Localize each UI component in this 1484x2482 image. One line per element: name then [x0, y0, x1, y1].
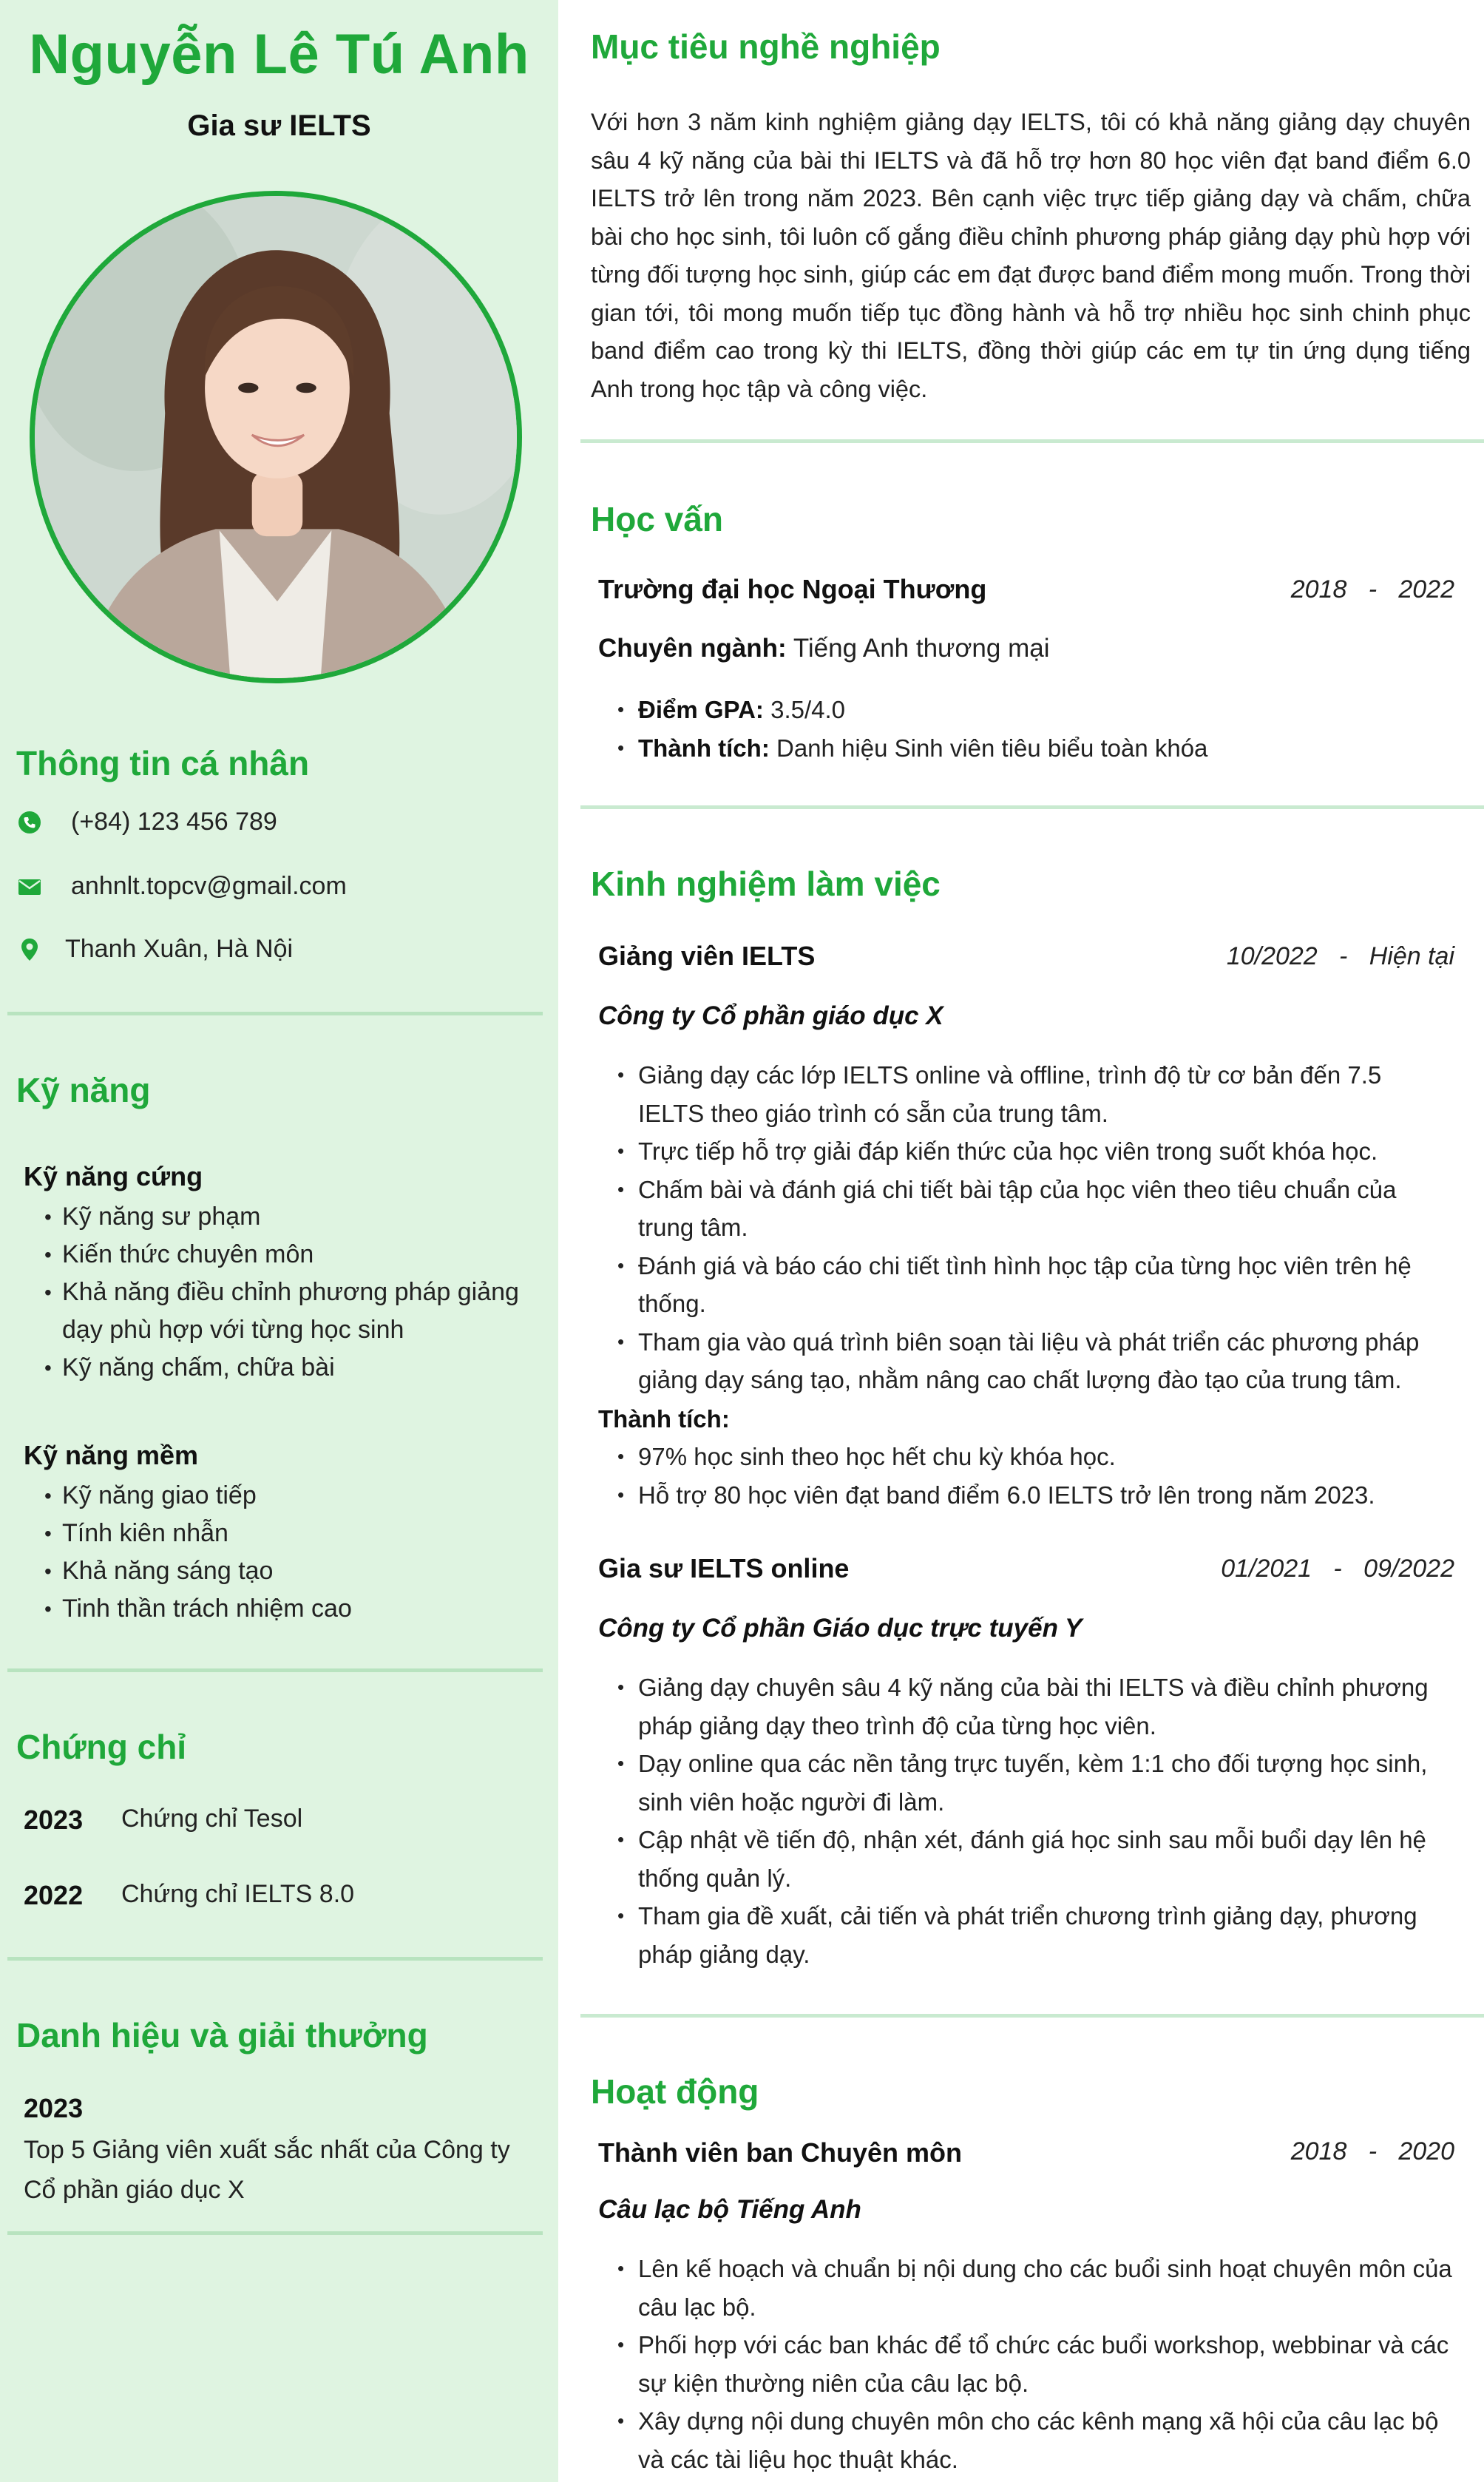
job-dates: [1227, 942, 1454, 971]
achievements-label: Thành tích:: [598, 1405, 730, 1433]
objective-heading: Mục tiêu nghề nghiệp: [591, 27, 941, 66]
education-details: [617, 691, 1453, 767]
club-name: Câu lạc bộ Tiếng Anh: [598, 2195, 861, 2224]
end-date: 2022: [1398, 575, 1454, 603]
end-date: 2020: [1398, 2137, 1454, 2165]
list-item: • Tham gia đề xuất, cải tiến và phát triển chương trình giảng dạy, phương pháp giảng dạy.: [617, 1897, 1453, 1973]
list-item: • 97% học sinh theo học hết chu kỳ khóa học.: [617, 1438, 1453, 1476]
job-title: Giảng viên IELTS: [598, 941, 816, 971]
list-item: • Dạy online qua các nền tảng trực tuyến, kèm 1:1 cho đối tượng học sinh, sinh viên hoặc người đi làm.: [617, 1745, 1453, 1821]
awards-heading: Danh hiệu và giải thưởng: [16, 2016, 428, 2055]
start-date: 10/2022: [1226, 942, 1318, 970]
list-item: • Chấm bài và đánh giá chi tiết bài tập của học viên theo tiêu chuẩn của trung tâm.: [617, 1171, 1453, 1247]
candidate-name: Nguyễn Lê Tú Anh: [29, 23, 529, 86]
list-item: • Tính kiên nhẫn: [44, 1515, 540, 1552]
section-divider: [7, 1012, 543, 1015]
list-item: [617, 729, 1453, 768]
list-item: • Tinh thần trách nhiệm cao: [44, 1590, 540, 1628]
contact-address: [16, 935, 293, 964]
list-item: • Cập nhật về tiến độ, nhận xét, đánh giá học sinh sau mỗi buổi dạy lên hệ thống quản lý.: [617, 1821, 1453, 1897]
activity-title: Thành viên ban Chuyên môn: [598, 2137, 963, 2168]
job-achievements: [617, 1438, 1453, 1514]
list-item: [617, 691, 1453, 729]
job-duties: [617, 1668, 1453, 1973]
experience-heading: Kinh nghiệm làm việc: [591, 865, 941, 903]
start-date: 2018: [1290, 2137, 1347, 2165]
list-item: • Kỹ năng giao tiếp: [44, 1477, 540, 1515]
certificates-heading: Chứng chỉ: [16, 1728, 187, 1766]
achievement-label: Thành tích:: [638, 734, 770, 762]
contact-phone: [16, 808, 277, 836]
soft-skills-list: [44, 1477, 540, 1628]
end-date: 09/2022: [1363, 1555, 1454, 1583]
activities-heading: Hoạt động: [591, 2072, 759, 2111]
list-item: • Khả năng điều chỉnh phương pháp giảng dạy phù hợp với từng học sinh: [44, 1274, 540, 1349]
activity-dates: [1291, 2137, 1454, 2166]
activity-list: [617, 2250, 1453, 2478]
certificate-year: 2022: [24, 1880, 84, 1910]
main-content: [558, 0, 1484, 2482]
start-date: 2018: [1290, 575, 1347, 603]
candidate-role: Gia sư IELTS: [187, 109, 371, 142]
certificate-name: Chứng chỉ Tesol: [121, 1805, 303, 1833]
sidebar: [0, 0, 558, 2482]
list-item: • Kỹ năng sư phạm: [44, 1198, 540, 1236]
education-heading: Học vấn: [591, 500, 723, 538]
date-separator: -: [1368, 575, 1378, 603]
list-item: • Giảng dạy các lớp IELTS online và offline, trình độ từ cơ bản đến 7.5 IELTS theo giáo trình có sẵn của trung tâm.: [617, 1056, 1453, 1132]
portrait-illustration: [35, 196, 517, 678]
soft-skills-heading: Kỹ năng mềm: [24, 1440, 199, 1470]
certificate-year: 2023: [24, 1805, 84, 1835]
section-divider: [7, 1668, 543, 1672]
achievement-value: Danh hiệu Sinh viên tiêu biểu toàn khóa: [776, 734, 1208, 762]
avatar: [30, 191, 522, 683]
list-item: • Xây dựng nội dung chuyên môn cho các kênh mạng xã hội của câu lạc bộ và các tài liệu học thuật khác.: [617, 2402, 1453, 2478]
list-item: • Trực tiếp hỗ trợ giải đáp kiến thức của học viên trong suốt khóa học.: [617, 1132, 1453, 1171]
hard-skills-list: [44, 1198, 540, 1387]
company-name: Công ty Cổ phần giáo dục X: [598, 1001, 943, 1030]
email-address: anhnlt.topcv@gmail.com: [71, 872, 347, 900]
date-separator: -: [1333, 1555, 1342, 1583]
hard-skills-heading: Kỹ năng cứng: [24, 1161, 203, 1191]
job-duties: [617, 1056, 1453, 1399]
education-dates: [1291, 575, 1454, 604]
company-name: Công ty Cổ phần Giáo dục trực tuyến Y: [598, 1614, 1082, 1643]
school-name: Trường đại học Ngoại Thương: [598, 574, 987, 604]
list-item: • Khả năng sáng tạo: [44, 1552, 540, 1590]
contact-email: [16, 872, 347, 901]
gpa-label: Điểm GPA:: [638, 696, 764, 723]
list-item: • Hỗ trợ 80 học viên đạt band điểm 6.0 IELTS trở lên trong năm 2023.: [617, 1476, 1453, 1515]
start-date: 01/2021: [1221, 1555, 1312, 1583]
section-divider: [580, 2014, 1484, 2018]
end-date: Hiện tại: [1369, 942, 1454, 970]
section-divider: [7, 2231, 543, 2235]
phone-icon: [16, 809, 43, 836]
job-title: Gia sư IELTS online: [598, 1553, 850, 1583]
award-year: 2023: [24, 2093, 84, 2123]
list-item: • Giảng dạy chuyên sâu 4 kỹ năng của bài thi IELTS và điều chỉnh phương pháp giảng dạy theo trình độ của từng học viên.: [617, 1668, 1453, 1745]
map-pin-icon: [16, 936, 43, 963]
section-divider: [580, 805, 1484, 809]
envelope-icon: [16, 873, 43, 900]
certificate-name: Chứng chỉ IELTS 8.0: [121, 1880, 355, 1908]
major-label: Chuyên ngành:: [598, 634, 787, 663]
skills-heading: Kỹ năng: [16, 1071, 151, 1109]
date-separator: -: [1368, 2137, 1378, 2165]
major-line: [598, 634, 1049, 663]
list-item: • Đánh giá và báo cáo chi tiết tình hình học tập của từng học viên trên hệ thống.: [617, 1247, 1453, 1323]
job-dates: [1221, 1555, 1454, 1583]
list-item: • Kiến thức chuyên môn: [44, 1236, 540, 1274]
list-item: • Phối hợp với các ban khác để tổ chức các buổi workshop, webbinar và các sự kiện thường niên của câu lạc bộ.: [617, 2326, 1453, 2402]
address-text: Thanh Xuân, Hà Nội: [65, 935, 294, 963]
phone-number: (+84) 123 456 789: [71, 808, 277, 836]
gpa-value: 3.5/4.0: [770, 696, 846, 723]
major-value: Tiếng Anh thương mại: [793, 634, 1050, 663]
award-text: Top 5 Giảng viên xuất sắc nhất của Công ty Cổ phần giáo dục X: [24, 2136, 510, 2204]
date-separator: -: [1339, 942, 1348, 970]
objective-text: Với hơn 3 năm kinh nghiệm giảng dạy IELTS, tôi có khả năng giảng dạy chuyên sâu 4 kỹ năng của bài thi IELTS và đã hỗ trợ hơn 80 học viên đạt band điểm 6.0 IELTS trở lên trong năm 2023. Bên cạnh việc trực tiếp giảng dạy và chấm, chữa bài cho học sinh, tôi luôn cố gắng điều chỉnh phương pháp giảng dạy phù hợp với từng đối tượng học sinh, giúp các em đạt được band điểm mong muốn. Trong thời gian tới, tôi mong muốn tiếp tục đồng hành và hỗ trợ nhiều học sinh chinh phục band điểm cao trong kỳ thi IELTS, đồng thời giúp các em tự tin ứng dụng tiếng Anh trong học tập và công việc.: [591, 109, 1471, 402]
section-divider: [7, 1957, 543, 1961]
section-divider: [580, 439, 1484, 443]
list-item: • Lên kế hoạch và chuẩn bị nội dung cho các buổi sinh hoạt chuyên môn của câu lạc bộ.: [617, 2250, 1453, 2326]
list-item: • Kỹ năng chấm, chữa bài: [44, 1349, 540, 1387]
personal-info-heading: Thông tin cá nhân: [16, 744, 310, 782]
list-item: • Tham gia vào quá trình biên soạn tài liệu và phát triển các phương pháp giảng dạy sáng tạo, nhằm nâng cao chất lượng đào tạo của trung tâm.: [617, 1323, 1453, 1399]
